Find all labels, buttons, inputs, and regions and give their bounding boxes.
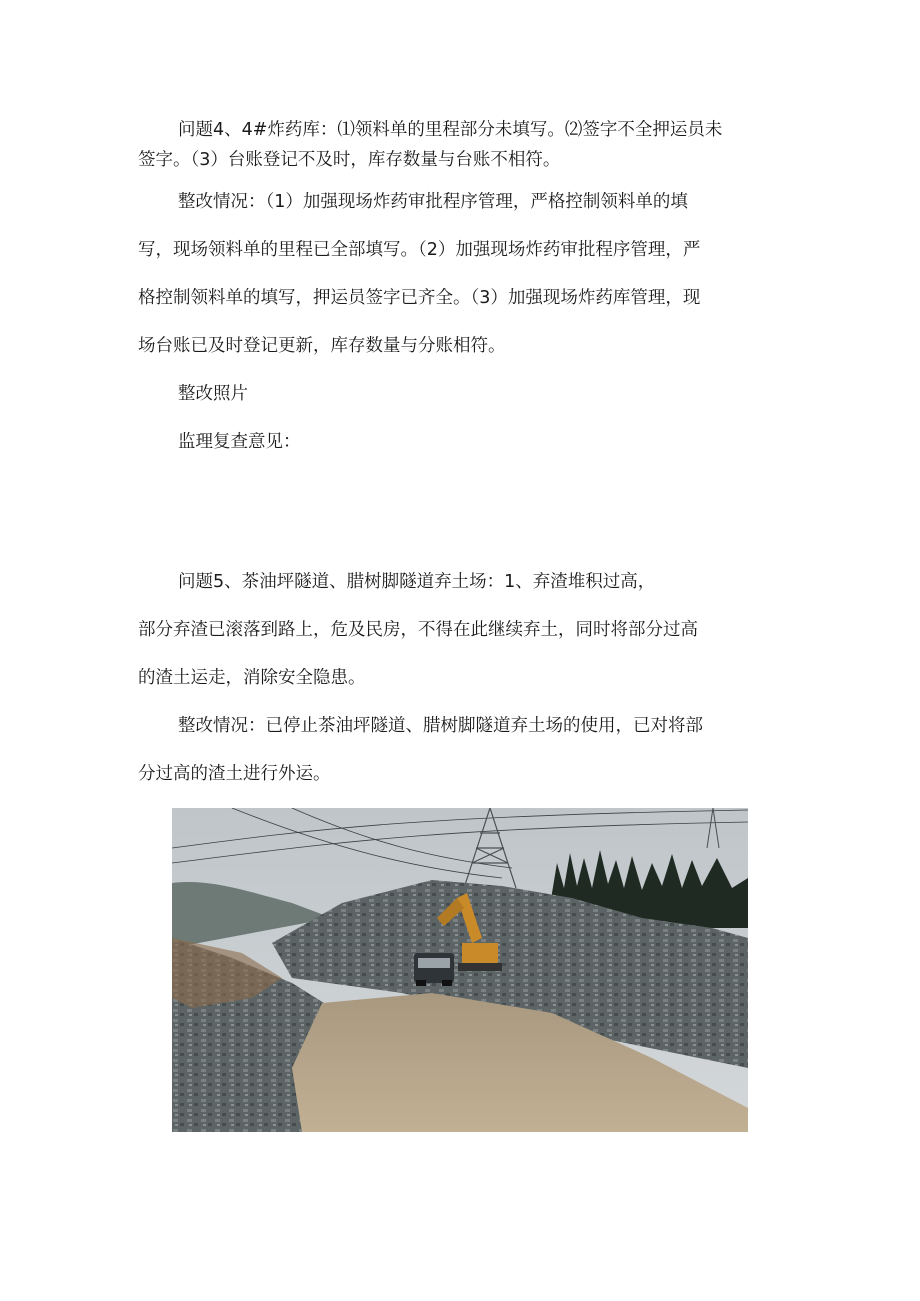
supervision-label: 监理复查意见： bbox=[178, 432, 301, 452]
rectification-4-line-2: 写，现场领料单的里程已全部填写。（2）加强现场炸药审批程序管理，严 bbox=[138, 240, 701, 260]
site-photo bbox=[172, 808, 748, 1132]
problem-5-line-2: 部分弃渣已滚落到路上，危及民房，不得在此继续弃土，同时将部分过高 bbox=[138, 620, 698, 640]
problem-4-line-1: 问题4、4#炸药库：⑴领料单的里程部分未填写。⑵签字不全押运员未 bbox=[178, 120, 723, 140]
problem-5-line-1: 问题5、茶油坪隧道、腊树脚隧道弃土场：1、弃渣堆积过高， bbox=[178, 572, 656, 592]
rectification-5-line-1: 整改情况：已停止茶油坪隧道、腊树脚隧道弃土场的使用，已对将部 bbox=[178, 716, 703, 736]
rectification-5-line-2: 分过高的渣土进行外运。 bbox=[138, 764, 331, 784]
rectification-4-line-1: 整改情况：（1）加强现场炸药审批程序管理，严格控制领料单的填 bbox=[178, 192, 688, 212]
rectification-4-line-3: 格控制领料单的填写，押运员签字已齐全。（3）加强现场炸药库管理，现 bbox=[138, 288, 701, 308]
problem-5-line-3: 的渣土运走，消除安全隐患。 bbox=[138, 668, 366, 688]
problem-4-line-2: 签字。（3）台账登记不及时，库存数量与台账不相符。 bbox=[138, 150, 561, 170]
photo-label: 整改照片 bbox=[178, 384, 248, 404]
rectification-4-line-4: 场台账已及时登记更新，库存数量与分账相符。 bbox=[138, 336, 506, 356]
